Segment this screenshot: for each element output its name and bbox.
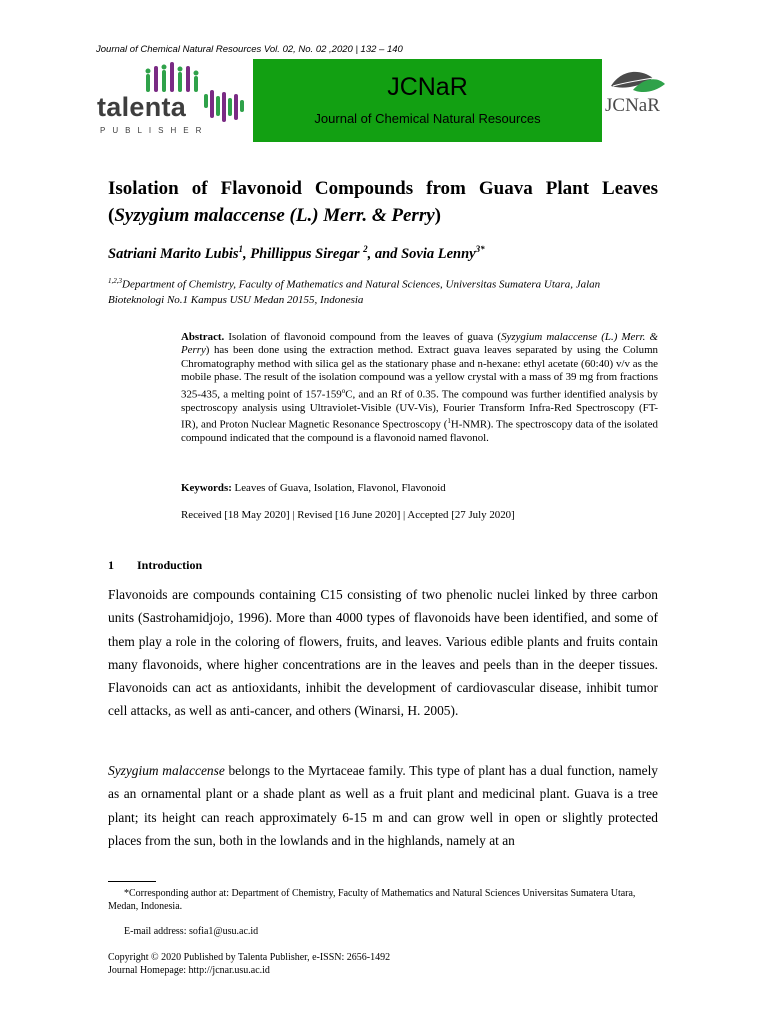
author-separator: , bbox=[243, 245, 251, 262]
abstract-text: ) has been done using the extraction method. Extract guava leaves separated by using the Column Chromatography method with silica gel as the stationary phase and n-hexane: ethyl acetate (60:40) v/v as the mobile phase. The result of the isolation compound was a yellow crystal with a mass of 39 mg from fractions 325-435, a melting point of 157-159 bbox=[181, 344, 658, 401]
paper-title-species: Syzygium malaccense (L.) Merr. & Perry bbox=[114, 205, 435, 226]
paper-title-text: Isolation of Flavonoid Compounds from Guava Plant Leaves ( bbox=[108, 178, 658, 226]
paper-title-close: ) bbox=[434, 205, 441, 226]
publisher-logo-word: talenta bbox=[97, 92, 187, 122]
author-name: Satriani Marito Lubis bbox=[108, 245, 239, 262]
abstract bbox=[181, 331, 658, 446]
journal-banner bbox=[253, 59, 602, 142]
footnote-divider bbox=[108, 881, 156, 882]
author-affiliation-mark: 1 bbox=[238, 244, 244, 254]
journal-logo-text: JCNaR bbox=[605, 95, 660, 116]
journal-citation-header: Journal of Chemical Natural Resources Vol. 02, No. 02 ,2020 | 132 – 140 bbox=[96, 44, 403, 55]
section-heading bbox=[108, 558, 202, 573]
author-affiliation-mark: 3* bbox=[475, 244, 485, 254]
leaves-icon bbox=[603, 64, 671, 98]
keywords bbox=[181, 482, 446, 494]
abstract-text: H-NMR). The spectroscopy data of the isolated compound indicated that the compound is a flavonoid named flavonol. bbox=[181, 418, 658, 445]
intro-paragraph: Flavonoids are compounds containing C15 consisting of two phenolic nuclei linked by three carbon units (Sastrohamidjojo, 1996). More than 4000 types of flavonoids have been identified, and some of them play a role in the coloring of flowers, fruits, and leaves. Various edible plants and fruits contain many flavonoids, where higher concentrations are in the leaves and peels than in the deeper tissues. Flavonoids can act as antioxidants, inhibit the development of cardiovascular disease, inhibit tumor cell attacks, as well as anti-cancer, and others (Winarsi, H. 2005). bbox=[108, 587, 658, 719]
section-number: 1 bbox=[108, 558, 114, 572]
keywords-label: Keywords: bbox=[181, 482, 232, 494]
abstract-species: Syzygium malaccense (L.) Merr. & Perry bbox=[181, 331, 659, 357]
author-affiliation-mark: 2 bbox=[363, 244, 368, 254]
paper-title bbox=[108, 175, 658, 229]
publisher-logo-subtitle: PUBLISHER bbox=[100, 126, 209, 135]
intro-species: Syzygium malaccense bbox=[108, 763, 225, 778]
copyright-notice: Copyright © 2020 Published by Talenta Publisher, e-ISSN: 2656-1492 bbox=[108, 952, 391, 963]
section-title: Introduction bbox=[137, 558, 203, 572]
abstract-text: C, and an Rf of 0.35. The compound was further identified analysis by spectroscopy analysis using Ultraviolet-Visible (UV-Vis), Fourier Transform Infra-Red Spectroscopy (FT-IR), and Proton Nuclear Magnetic Resonance Spectroscopy ( bbox=[181, 388, 658, 431]
corresponding-author-note: *Corresponding author at: Department of Chemistry, Faculty of Mathematics and Natural Sciences Universitas Sumatera Utara, Medan, Indonesia. bbox=[108, 888, 636, 912]
author-separator: , and bbox=[367, 245, 402, 262]
nmr-mark: 1 bbox=[447, 417, 451, 426]
keywords-text: Leaves of Guava, Isolation, Flavonol, Flavonoid bbox=[231, 482, 446, 494]
submission-dates: Received [18 May 2020] | Revised [16 June 2020] | Accepted [27 July 2020] bbox=[181, 509, 515, 521]
publisher-logo bbox=[96, 58, 248, 140]
author-list bbox=[108, 244, 485, 263]
intro-paragraph bbox=[108, 759, 658, 852]
affiliation-text: Department of Chemistry, Faculty of Mathematics and Natural Sciences, Universitas Sumatera Utara, Jalan Bioteknologi No.1 Kampus USU Medan 20155, Indonesia bbox=[108, 278, 601, 306]
author-affiliation bbox=[108, 274, 658, 308]
abstract-label: Abstract. bbox=[181, 331, 225, 343]
author-name: Phillippus Siregar bbox=[250, 245, 364, 262]
email-address: E-mail address: sofia1@usu.ac.id bbox=[124, 926, 259, 937]
abstract-text: Isolation of flavonoid compound from the leaves of guava ( bbox=[224, 331, 502, 343]
author-name: Sovia Lenny bbox=[401, 245, 476, 262]
journal-logo bbox=[603, 64, 671, 124]
journal-banner-title: JCNaR bbox=[387, 73, 468, 101]
journal-homepage: Journal Homepage: http://jcnar.usu.ac.id bbox=[108, 965, 270, 976]
intro-paragraph-text: belongs to the Myrtaceae family. This type of plant has a dual function, namely as an ornamental plant or a shade plant as well as a fruit plant and medicinal plant. Guava is a tree plant; its height can reach approximately 6-15 m and can grow well in open or slightly protected places from the sun, both in the lowlands and in the highlands, namely at an bbox=[108, 763, 658, 848]
affiliation-mark: 1,2,3 bbox=[108, 277, 122, 285]
degree-mark: o bbox=[341, 386, 346, 395]
journal-banner-subtitle: Journal of Chemical Natural Resources bbox=[314, 111, 541, 126]
